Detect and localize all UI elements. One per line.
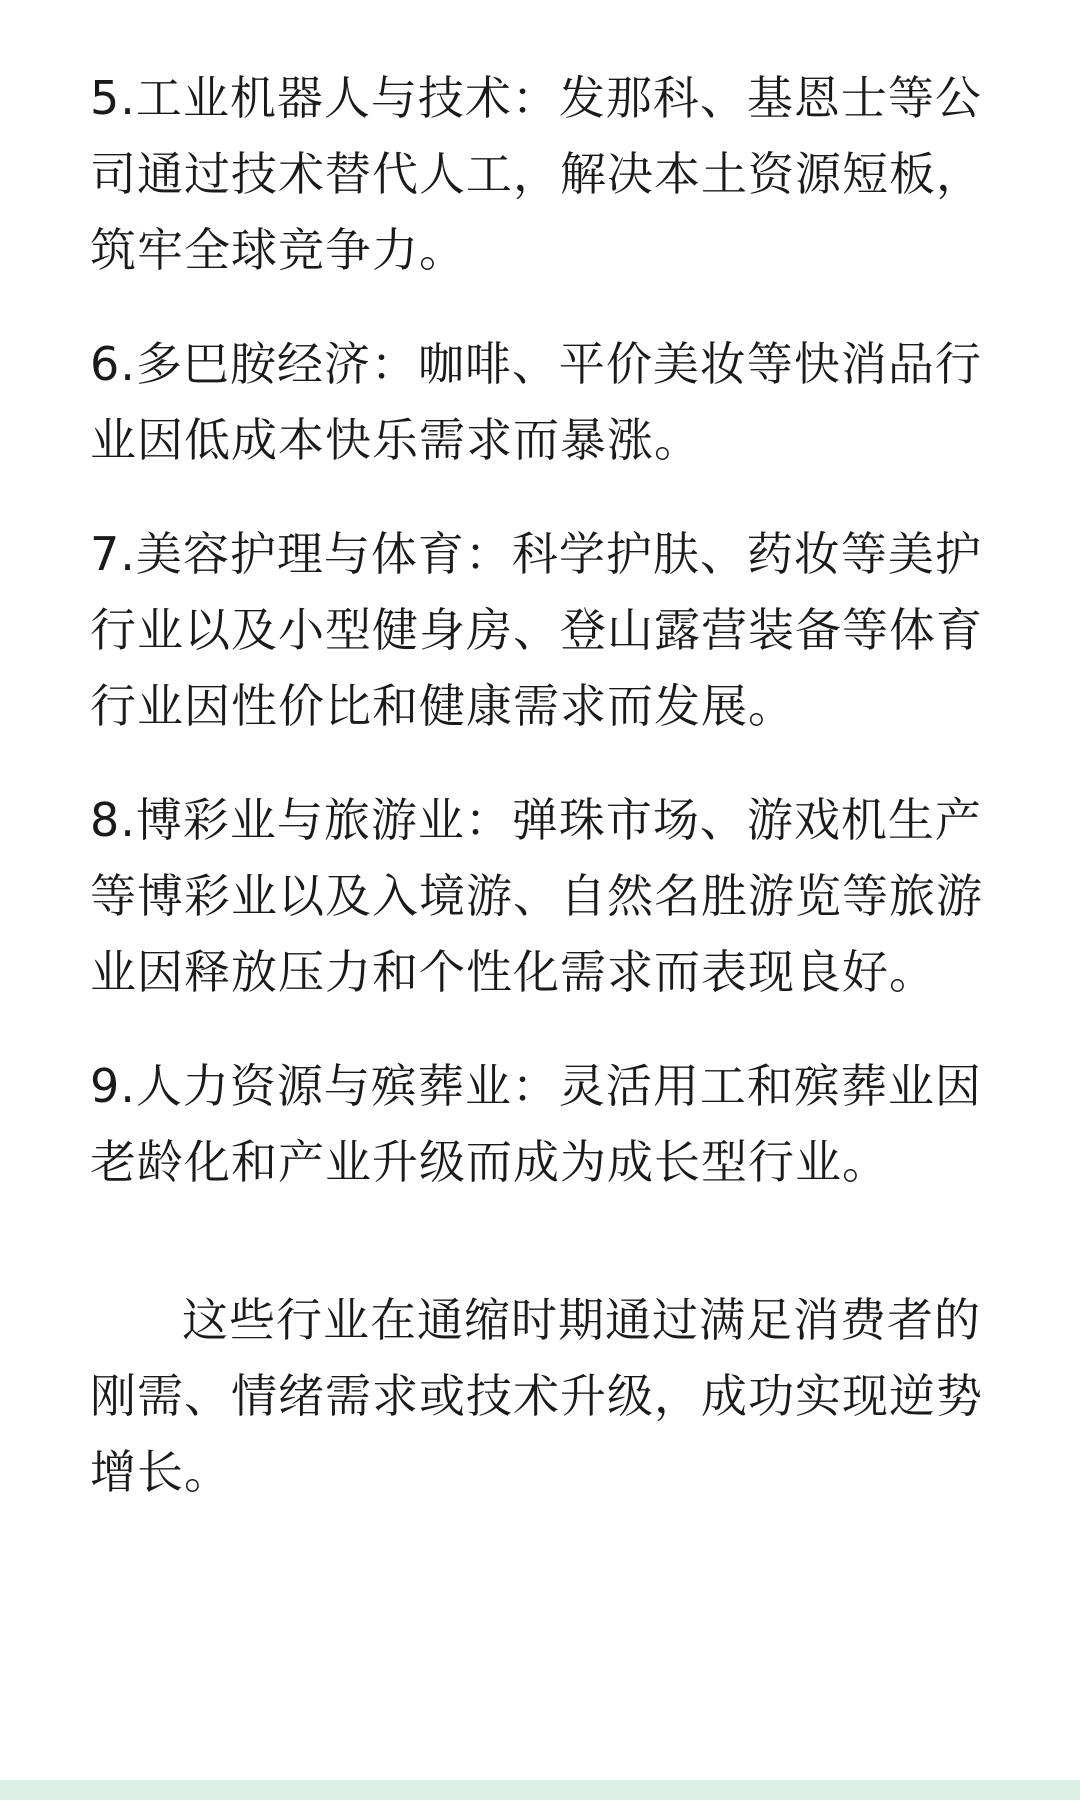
article-body bbox=[90, 60, 1010, 1510]
list-item-8: 8.博彩业与旅游业：弹珠市场、游戏机生产等博彩业以及入境游、自然名胜游览等旅游业因释放压力和个性化需求而表现良好。 bbox=[90, 793, 983, 999]
list-item-9: 9.人力资源与殡葬业：灵活用工和殡葬业因老龄化和产业升级而成为成长型行业。 bbox=[90, 1059, 982, 1189]
list-item-6: 6.多巴胺经济：咖啡、平价美妆等快消品行业因低成本快乐需求而暴涨。 bbox=[90, 337, 982, 467]
conclusion-paragraph: 这些行业在通缩时期通过满足消费者的刚需、情绪需求或技术升级，成功实现逆势增长。 bbox=[90, 1293, 983, 1499]
list-item-7: 7.美容护理与体育：科学护肤、药妆等美护行业以及小型健身房、登山露营装备等体育行业因性价比和健康需求而发展。 bbox=[90, 527, 983, 733]
bottom-band bbox=[0, 1780, 1080, 1800]
list-item-5: 5.工业机器人与技术：发那科、基恩士等公司通过技术替代人工，解决本土资源短板，筑牢全球竞争力。 bbox=[90, 71, 983, 277]
